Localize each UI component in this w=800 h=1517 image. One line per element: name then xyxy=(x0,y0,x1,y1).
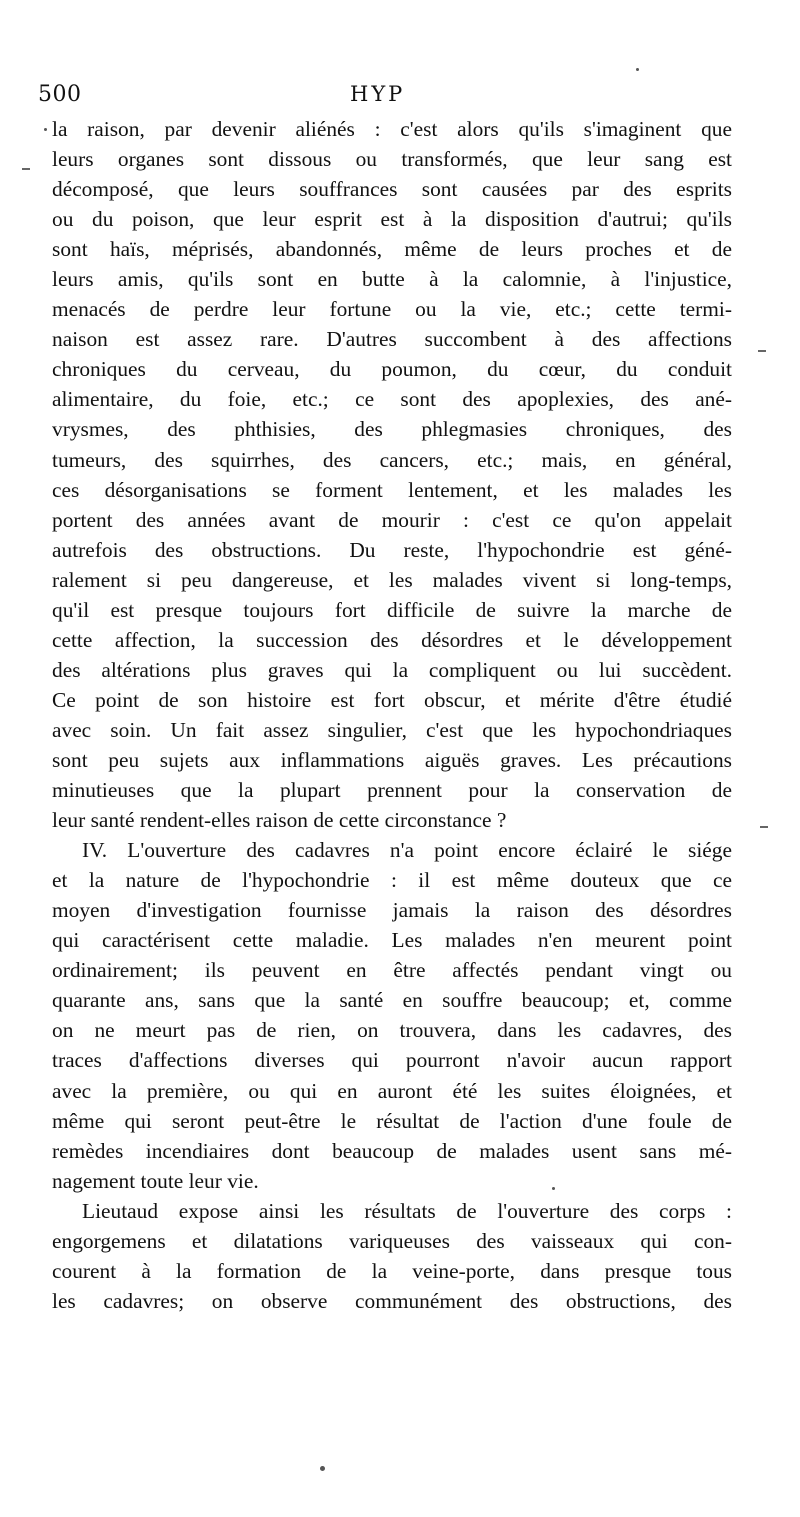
text-line: naison est assez rare. D'autres succombent à des affections xyxy=(52,327,732,352)
text-line: qu'il est presque toujours fort difficile de suivre la marche de xyxy=(52,597,732,622)
text-line: et la nature de l'hypochondrie : il est même douteux que ce xyxy=(52,868,732,893)
text-line: la raison, par devenir aliénés : c'est alors qu'ils s'imaginent que xyxy=(52,117,732,141)
text-line: avec la première, ou qui en auront été les suites éloignées, et xyxy=(52,1078,732,1103)
text-line: minutieuses que la plupart prennent pour la conservation de xyxy=(52,778,732,803)
scan-speck xyxy=(760,826,768,828)
text-line: sont peu sujets aux inflammations aiguës graves. Les précautions xyxy=(52,747,732,772)
scan-speck xyxy=(758,350,766,352)
text-line: ces désorganisations se forment lentement, et les malades les xyxy=(52,477,732,502)
text-line: les cadavres; on observe communément des obstructions, des xyxy=(52,1288,732,1313)
text-line: cette affection, la succession des désordres et le développement xyxy=(52,627,732,652)
text-line: quarante ans, sans que la santé en souffre beaucoup; et, comme xyxy=(52,988,732,1013)
scan-speck xyxy=(552,1187,555,1190)
text-line: menacés de perdre leur fortune ou la vie, etc.; cette termi- xyxy=(52,297,732,322)
text-line: qui caractérisent cette maladie. Les malades n'en meurent point xyxy=(52,928,732,953)
text-line: Lieutaud expose ainsi les résultats de l'ouverture des corps : xyxy=(82,1198,732,1223)
text-line: ralement si peu dangereuse, et les malades vivent si long-temps, xyxy=(52,567,732,592)
text-line: courent à la formation de la veine-porte, dans presque tous xyxy=(52,1258,732,1283)
text-line: portent des années avant de mourir : c'est ce qu'on appelait xyxy=(52,507,732,532)
text-line: leur santé rendent-elles raison de cette circonstance ? xyxy=(52,808,507,833)
text-line: sont haïs, méprisés, abandonnés, même de leurs proches et de xyxy=(52,237,732,262)
text-line: traces d'affections diverses qui pourront n'avoir aucun rapport xyxy=(52,1048,732,1073)
scan-speck xyxy=(636,68,639,71)
text-line: moyen d'investigation fournisse jamais la raison des désordres xyxy=(52,898,732,923)
running-head: HYP xyxy=(350,82,406,106)
scan-speck xyxy=(44,128,47,131)
text-line: on ne meurt pas de rien, on trouvera, dans les cadavres, des xyxy=(52,1018,732,1043)
text-line: alimentaire, du foie, etc.; ce sont des apoplexies, des ané- xyxy=(52,387,732,412)
text-line: ou du poison, que leur esprit est à la disposition d'autrui; qu'ils xyxy=(52,207,732,232)
scan-speck xyxy=(22,168,30,170)
text-line: leurs amis, qu'ils sont en butte à la calomnie, à l'injustice, xyxy=(52,267,732,292)
text-line: Ce point de son histoire est fort obscur, et mérite d'être étudié xyxy=(52,687,732,712)
page-number: 500 xyxy=(38,82,82,107)
text-line: tumeurs, des squirrhes, des cancers, etc.; mais, en général, xyxy=(52,447,732,472)
text-line: décomposé, que leurs souffrances sont causées par des esprits xyxy=(52,177,732,202)
text-line: même qui seront peut-être le résultat de l'action d'une foule de xyxy=(52,1108,732,1133)
text-line: vrysmes, des phthisies, des phlegmasies chroniques, des xyxy=(52,417,732,442)
text-line: avec soin. Un fait assez singulier, c'est que les hypochondriaques xyxy=(52,717,732,742)
text-line: leurs organes sont dissous ou transformés, que leur sang est xyxy=(52,147,732,172)
text-line: autrefois des obstructions. Du reste, l'hypochondrie est géné- xyxy=(52,537,732,562)
text-line: ordinairement; ils peuvent en être affectés pendant vingt ou xyxy=(52,958,732,983)
text-line: engorgemens et dilatations variqueuses des vaisseaux qui con- xyxy=(52,1228,732,1253)
text-line: remèdes incendiaires dont beaucoup de malades usent sans mé- xyxy=(52,1138,732,1163)
scan-speck xyxy=(320,1466,325,1471)
text-line: IV. L'ouverture des cadavres n'a point encore éclairé le siége xyxy=(82,838,732,863)
text-line: nagement toute leur vie. xyxy=(52,1168,259,1193)
text-line: des altérations plus graves qui la compliquent ou lui succèdent. xyxy=(52,657,732,682)
body-text xyxy=(52,114,732,1316)
text-line: chroniques du cerveau, du poumon, du cœur, du conduit xyxy=(52,357,732,382)
